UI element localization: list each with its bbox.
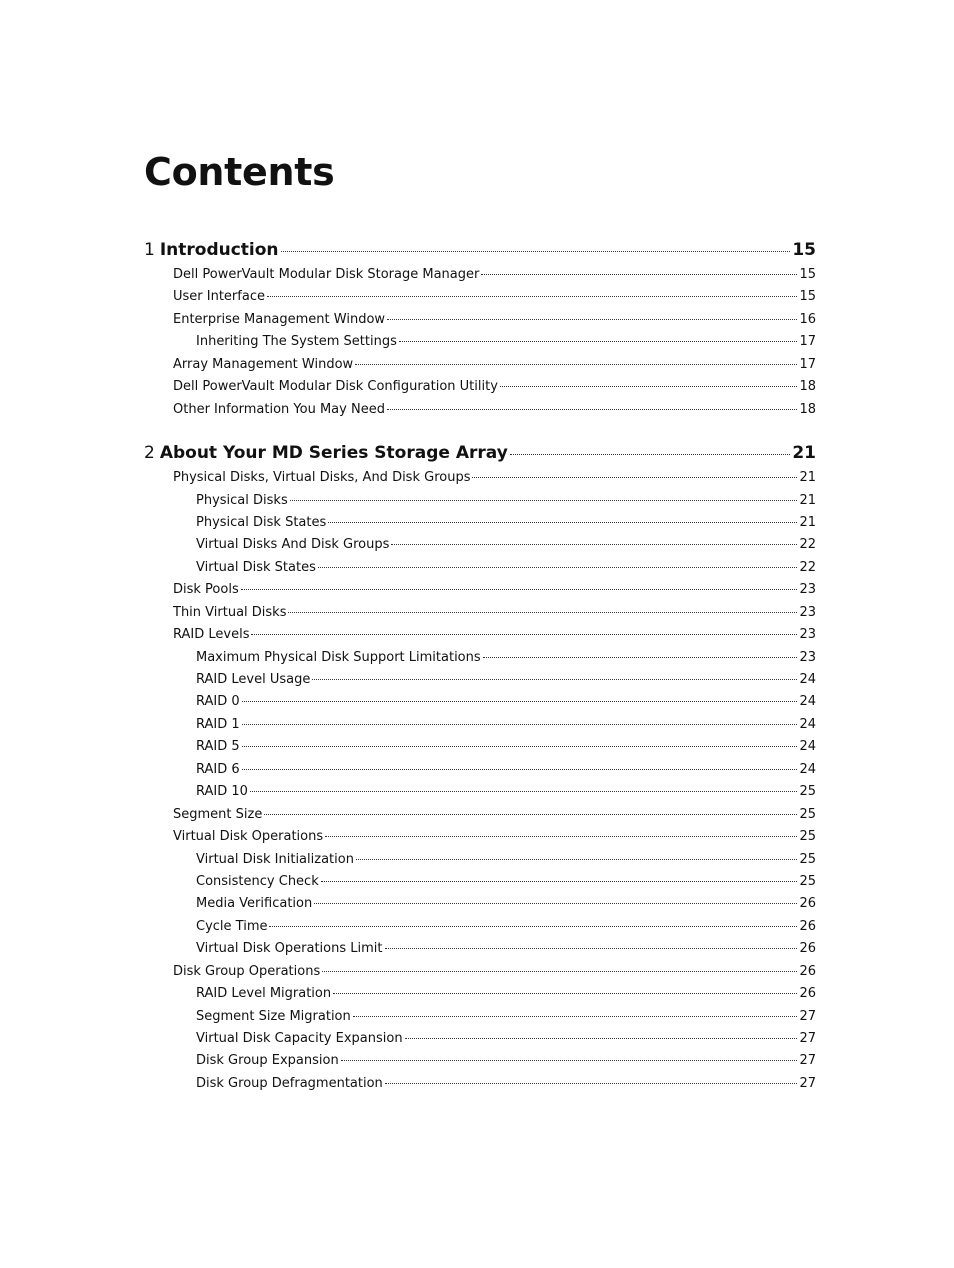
entry-title: Cycle Time (196, 918, 268, 934)
entry-title: Media Verification (196, 896, 313, 912)
chapter-title: About Your MD Series Storage Array (159, 443, 508, 464)
dot-leader (356, 859, 798, 860)
dot-leader (328, 522, 797, 523)
dot-leader (391, 544, 797, 545)
toc-entry-row[interactable] (144, 874, 816, 896)
dot-leader (385, 1083, 798, 1084)
toc-chapter-row[interactable] (144, 443, 816, 470)
entry-title: Physical Disk States (196, 514, 327, 530)
entry-page-number: 26 (799, 896, 816, 912)
entry-title: Array Management Window (173, 356, 354, 372)
dot-leader (510, 454, 791, 455)
toc-entry-row[interactable] (144, 941, 816, 963)
entry-page-number: 26 (799, 941, 816, 957)
dot-leader (405, 1038, 798, 1039)
chapter-page-number: 15 (792, 240, 816, 260)
dot-leader (242, 724, 798, 725)
entry-title: Virtual Disk States (196, 559, 316, 575)
entry-page-number: 24 (799, 694, 816, 710)
dot-leader (322, 971, 797, 972)
entry-page-number: 18 (799, 379, 816, 395)
entry-page-number: 27 (799, 1008, 816, 1024)
toc-entry-row[interactable] (144, 784, 816, 806)
entry-page-number: 17 (799, 356, 816, 372)
chapter-number: 1 (144, 240, 155, 260)
entry-title: Virtual Disk Operations (173, 829, 324, 845)
entry-page-number: 22 (799, 537, 816, 553)
entry-page-number: 26 (799, 963, 816, 979)
entry-page-number: 27 (799, 1031, 816, 1046)
dot-leader (269, 926, 797, 927)
entry-page-number: 21 (799, 470, 816, 486)
toc-entry-row[interactable] (144, 267, 816, 289)
entry-title: Physical Disks (196, 492, 288, 508)
entry-title: Physical Disks, Virtual Disks, And Disk Groups (173, 470, 471, 486)
entry-page-number: 23 (799, 649, 816, 665)
chapter-page-number: 21 (792, 443, 816, 464)
entry-page-number: 18 (799, 401, 816, 417)
chapter-number: 2 (144, 443, 155, 464)
dot-leader (500, 386, 798, 387)
entry-page-number: 25 (799, 851, 816, 867)
dot-leader (288, 612, 797, 613)
chapter-title: Introduction (159, 240, 279, 260)
entry-page-number: 26 (799, 986, 816, 1002)
entry-title: Enterprise Management Window (173, 311, 386, 327)
dot-leader (290, 500, 798, 501)
toc-entry-row[interactable] (144, 289, 816, 311)
toc-entry-row[interactable] (144, 470, 816, 492)
table-of-contents (144, 240, 816, 1098)
entry-page-number: 21 (799, 514, 816, 530)
dot-leader (355, 364, 797, 365)
entry-page-number: 25 (799, 829, 816, 845)
toc-entry-row[interactable] (144, 627, 816, 649)
toc-entry-row[interactable] (144, 762, 816, 784)
page-title: Contents (144, 150, 335, 194)
toc-entry-row[interactable] (144, 334, 816, 356)
entry-page-number: 24 (799, 761, 816, 777)
entry-title: Dell PowerVault Modular Disk Configuration Utility (173, 379, 498, 395)
dot-leader (250, 791, 798, 792)
toc-entry-row[interactable] (144, 717, 816, 739)
entry-title: RAID 0 (196, 694, 240, 710)
entry-title: User Interface (173, 289, 265, 305)
entry-title: Virtual Disk Capacity Expansion (196, 1031, 403, 1046)
entry-page-number: 27 (799, 1075, 816, 1091)
entry-title: Segment Size Migration (196, 1008, 351, 1024)
toc-entry-row[interactable] (144, 402, 816, 424)
dot-leader (333, 993, 797, 994)
dot-leader (472, 477, 797, 478)
toc-entry-row[interactable] (144, 1009, 816, 1031)
entry-page-number: 25 (799, 873, 816, 889)
entry-page-number: 26 (799, 918, 816, 934)
dot-leader (385, 948, 798, 949)
dot-leader (341, 1060, 798, 1061)
dot-leader (242, 746, 798, 747)
toc-entry-row[interactable] (144, 560, 816, 582)
entry-title: Thin Virtual Disks (173, 604, 287, 620)
toc-entry-row[interactable] (144, 605, 816, 627)
entry-page-number: 25 (799, 784, 816, 800)
entry-title: RAID 5 (196, 739, 240, 755)
entry-title: Virtual Disk Initialization (196, 851, 354, 867)
entry-title: RAID 6 (196, 761, 240, 777)
dot-leader (241, 589, 798, 590)
entry-title: RAID Level Migration (196, 986, 332, 1002)
dot-leader (399, 341, 798, 342)
toc-entry-row[interactable] (144, 807, 816, 829)
toc-entry-row[interactable] (144, 919, 816, 941)
entry-title: Segment Size (173, 806, 263, 822)
toc-entry-row[interactable] (144, 650, 816, 672)
dot-leader (242, 701, 798, 702)
entry-page-number: 24 (799, 739, 816, 755)
toc-entry-row[interactable] (144, 829, 816, 851)
toc-chapter-row[interactable] (144, 240, 816, 267)
entry-title: Disk Pools (173, 582, 239, 598)
dot-leader (321, 881, 798, 882)
toc-entry-row[interactable] (144, 964, 816, 986)
entry-title: Consistency Check (196, 873, 319, 889)
entry-title: Dell PowerVault Modular Disk Storage Manager (173, 267, 480, 282)
entry-page-number: 23 (799, 582, 816, 598)
dot-leader (353, 1016, 798, 1017)
dot-leader (483, 657, 798, 658)
entry-title: RAID 10 (196, 784, 248, 800)
toc-entry-row[interactable] (144, 672, 816, 694)
entry-title: RAID Level Usage (196, 672, 311, 687)
entry-title: Disk Group Expansion (196, 1053, 339, 1069)
entry-page-number: 25 (799, 806, 816, 822)
dot-leader (281, 251, 791, 252)
toc-entry-row[interactable] (144, 1031, 816, 1053)
toc-entry-row[interactable] (144, 1053, 816, 1075)
entry-title: Inheriting The System Settings (196, 334, 397, 350)
entry-page-number: 17 (799, 334, 816, 350)
toc-entry-row[interactable] (144, 537, 816, 559)
dot-leader (387, 409, 798, 410)
toc-entry-row[interactable] (144, 986, 816, 1008)
entry-title: Disk Group Defragmentation (196, 1075, 383, 1091)
toc-entry-row[interactable] (144, 694, 816, 716)
entry-page-number: 27 (799, 1053, 816, 1069)
entry-title: Maximum Physical Disk Support Limitations (196, 649, 481, 665)
entry-page-number: 23 (799, 604, 816, 620)
toc-entry-row[interactable] (144, 739, 816, 761)
entry-title: Virtual Disks And Disk Groups (196, 537, 390, 553)
entry-title: Disk Group Operations (173, 963, 321, 979)
dot-leader (318, 567, 798, 568)
toc-entry-row[interactable] (144, 852, 816, 874)
entry-page-number: 24 (799, 672, 816, 687)
dot-leader (242, 769, 798, 770)
entry-page-number: 21 (799, 492, 816, 508)
entry-title: Other Information You May Need (173, 401, 385, 417)
dot-leader (481, 274, 797, 275)
dot-leader (267, 296, 797, 297)
dot-leader (251, 634, 797, 635)
toc-entry-row[interactable] (144, 896, 816, 918)
toc-entry-row[interactable] (144, 493, 816, 515)
entry-page-number: 16 (799, 311, 816, 327)
entry-page-number: 23 (799, 627, 816, 643)
dot-leader (314, 903, 797, 904)
dot-leader (312, 679, 797, 680)
entry-title: Virtual Disk Operations Limit (196, 941, 383, 957)
entry-page-number: 24 (799, 716, 816, 732)
entry-title: RAID 1 (196, 716, 240, 732)
toc-entry-row[interactable] (144, 515, 816, 537)
entry-title: RAID Levels (173, 627, 250, 643)
toc-entry-row[interactable] (144, 582, 816, 604)
dot-leader (387, 319, 797, 320)
entry-page-number: 15 (799, 289, 816, 305)
dot-leader (325, 836, 797, 837)
toc-entry-row[interactable] (144, 379, 816, 401)
dot-leader (264, 814, 797, 815)
toc-entry-row[interactable] (144, 312, 816, 334)
toc-entry-row[interactable] (144, 357, 816, 379)
toc-entry-row[interactable] (144, 1076, 816, 1098)
entry-page-number: 22 (799, 559, 816, 575)
entry-page-number: 15 (799, 267, 816, 282)
